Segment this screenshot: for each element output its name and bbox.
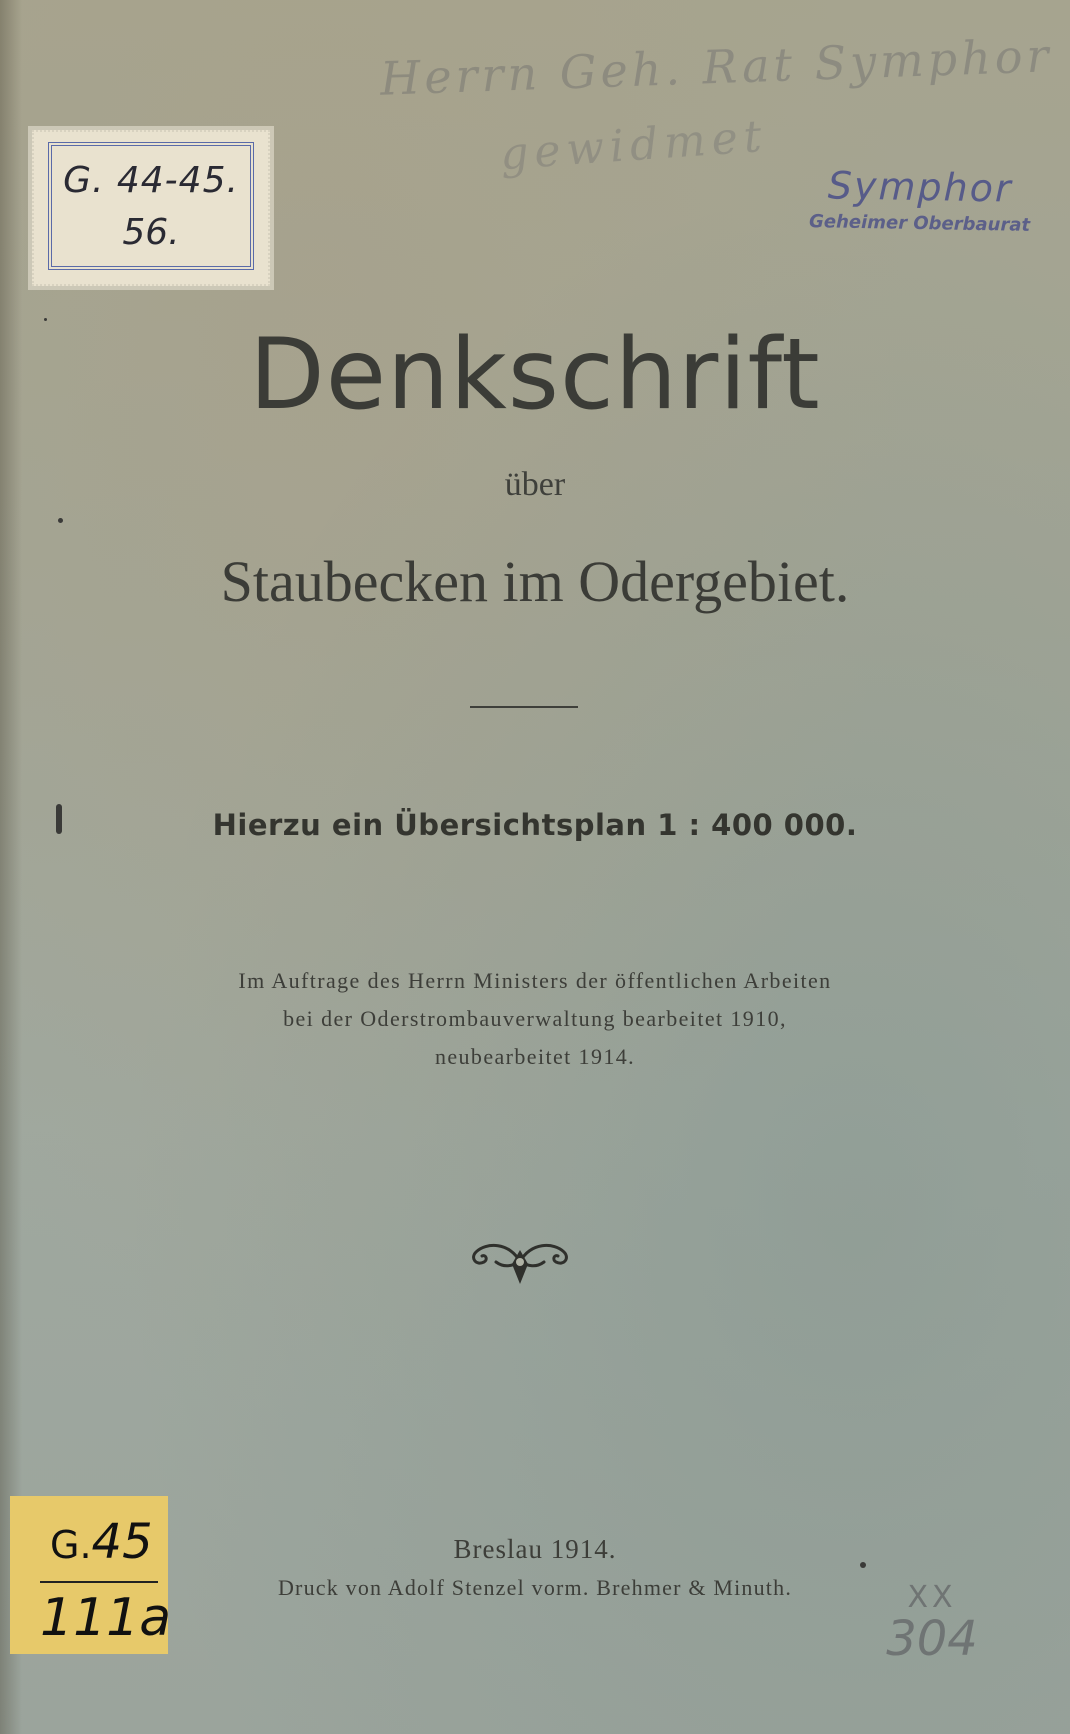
paper-mark xyxy=(56,804,62,834)
stamp-title: Geheimer Oberbaurat xyxy=(808,211,1031,236)
commission-line-1: Im Auftrage des Herrn Ministers der öffentlichen Arbeiten xyxy=(238,968,832,993)
paper-speck xyxy=(58,518,63,523)
pencil-mark xyxy=(872,1580,992,1667)
commission-line-2: bei der Oderstrombauverwaltung bearbeitet 1910, xyxy=(283,1006,787,1031)
stamp-name: Symphor xyxy=(827,163,1013,211)
shelf-label xyxy=(10,1496,172,1654)
owner-stamp xyxy=(779,163,1060,237)
pencil-mark-line-1: XX xyxy=(907,1580,957,1615)
title-connector: über xyxy=(504,466,566,503)
ornament-icon xyxy=(466,1232,574,1288)
paper-speck xyxy=(860,1562,866,1568)
label-line-1: G. 44-45. xyxy=(63,160,239,201)
document-title: Denkschrift xyxy=(249,318,821,432)
handwriting-line-1: Herrn Geh. Rat Symphor xyxy=(379,28,1054,106)
commission-block xyxy=(0,962,1070,1076)
shelf-label-main: 45 xyxy=(91,1514,153,1570)
handwriting-line-2: gewidmet xyxy=(498,110,770,181)
shelf-label-rule xyxy=(40,1581,158,1583)
pencil-mark-line-2: 304 xyxy=(886,1611,978,1667)
place-year: Breslau 1914. xyxy=(453,1534,617,1564)
map-note: Hierzu ein Übersichtsplan 1 : 400 000. xyxy=(212,808,858,842)
divider-rule xyxy=(470,706,578,708)
commission-line-3: neubearbeitet 1914. xyxy=(434,1044,636,1069)
shelf-label-number xyxy=(50,1514,153,1570)
handwritten-dedication-2 xyxy=(499,111,769,181)
library-label xyxy=(32,130,270,286)
handwritten-dedication xyxy=(379,28,1053,105)
label-line-2: 56. xyxy=(122,212,180,253)
printer-line: Druck von Adolf Stenzel vorm. Brehmer & Minuth. xyxy=(277,1575,793,1600)
shelf-label-sub: 111a xyxy=(40,1588,172,1648)
paper-speck xyxy=(44,318,47,321)
shelf-label-prefix: G. xyxy=(50,1523,92,1567)
document-subject: Staubecken im Odergebiet. xyxy=(220,549,850,614)
